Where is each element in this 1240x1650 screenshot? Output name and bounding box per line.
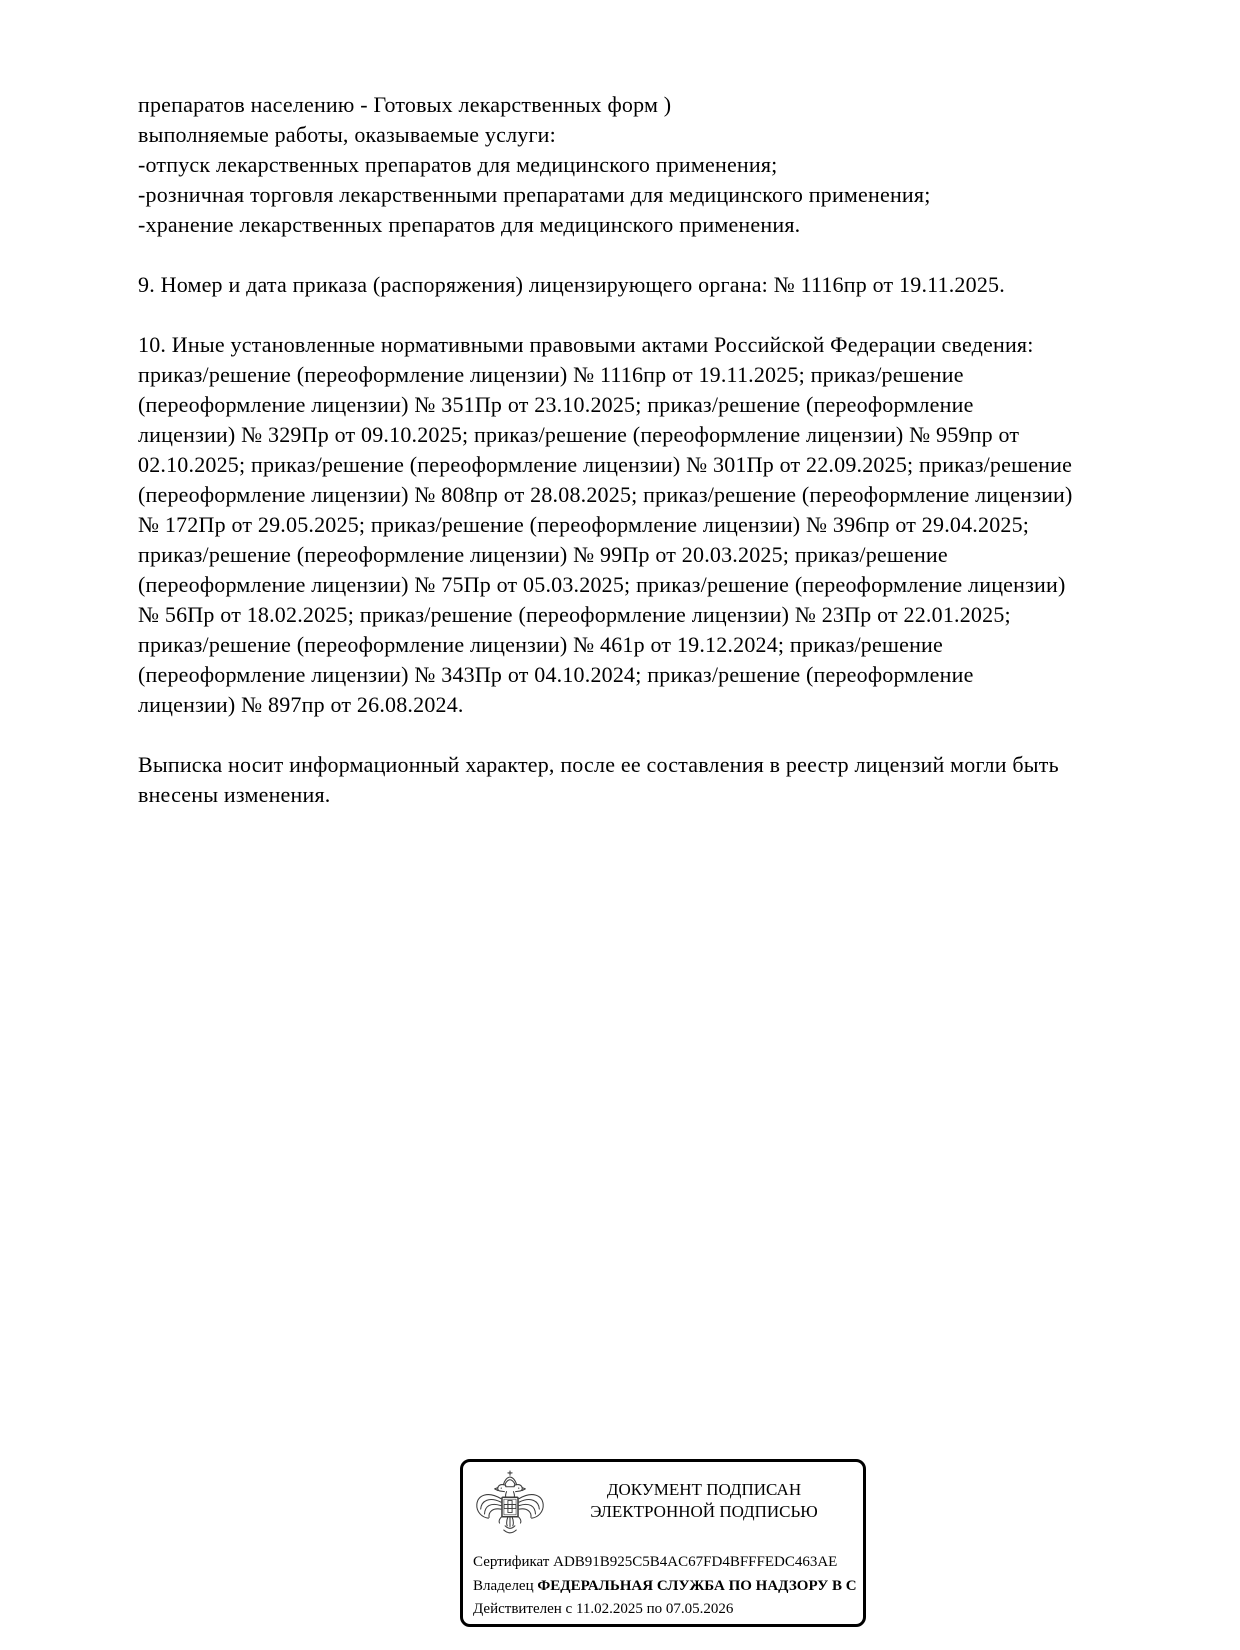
stamp-title [545,1479,863,1523]
text-line: № 56Пр от 18.02.2025; приказ/решение (переоформление лицензии) № 23Пр от 22.01.2025; [138,602,1011,627]
text-line: (переоформление лицензии) № 75Пр от 05.03.2025; приказ/решение (переоформление лицензии) [138,572,1066,597]
text-line: выполняемые работы, оказываемые услуги: [138,122,556,147]
certificate-value: ADB91B925C5B4AC67FD4BFFFEDC463AE [553,1554,838,1570]
text-line: лицензии) № 897пр от 26.08.2024. [138,692,464,717]
text-line: (переоформление лицензии) № 808пр от 28.08.2025; приказ/решение (переоформление лицензии) [138,482,1073,507]
stamp-title-line2: ЭЛЕКТРОННОЙ ПОДПИСЬЮ [590,1502,818,1521]
owner-value: ФЕДЕРАЛЬНАЯ СЛУЖБА ПО НАДЗОРУ В С [537,1577,857,1594]
text-line: Выписка носит информационный характер, после ее составления в реестр лицензий могли быть [138,752,1059,777]
owner-label: Владелец [473,1577,538,1594]
text-line: приказ/решение (переоформление лицензии) № 461р от 19.12.2024; приказ/решение [138,632,943,657]
text-line: приказ/решение (переоформление лицензии) № 99Пр от 20.03.2025; приказ/решение [138,542,948,567]
text-line: № 172Пр от 29.05.2025; приказ/решение (переоформление лицензии) № 396пр от 29.04.2025; [138,512,1030,537]
text-line: -отпуск лекарственных препаратов для медицинского применения; [138,152,778,177]
text-line: -розничная торговля лекарственными препаратами для медицинского применения; [138,182,931,207]
owner-line [473,1575,863,1599]
text-line: 10. Иные установленные нормативными правовыми актами Российской Федерации сведения: [138,332,1034,357]
paragraph-disclaimer [138,750,1208,810]
text-line: -хранение лекарственных препаратов для медицинского применения. [138,212,801,237]
order-number-line: 9. Номер и дата приказа (распоряжения) лицензирующего органа: № 1116пр от 19.11.2025. [138,272,1005,297]
text-line: 02.10.2025; приказ/решение (переоформление лицензии) № 301Пр от 22.09.2025; приказ/решение [138,452,1073,477]
paragraph-item10-other-info [138,330,1208,720]
text-line: (переоформление лицензии) № 351Пр от 23.10.2025; приказ/решение (переоформление [138,392,974,417]
certificate-line [473,1551,863,1575]
text-line: лицензии) № 329Пр от 09.10.2025; приказ/решение (переоформление лицензии) № 959пр от [138,422,1020,447]
paragraph-works-services [138,90,1208,240]
paragraph-item9 [138,270,1208,300]
text-line: внесены изменения. [138,782,331,807]
double-headed-eagle-icon [475,1470,545,1544]
validity-line: Действителен с 11.02.2025 по 07.05.2026 [473,1601,734,1617]
certificate-label: Сертификат [473,1554,554,1570]
stamp-title-line1: ДОКУМЕНТ ПОДПИСАН [606,1480,802,1499]
signature-stamp [460,1459,866,1627]
document-text [138,90,1208,810]
text-line: приказ/решение (переоформление лицензии) № 1116пр от 19.11.2025; приказ/решение [138,362,964,387]
text-line: (переоформление лицензии) № 343Пр от 04.10.2024; приказ/решение (переоформление [138,662,974,687]
stamp-header [463,1462,863,1544]
stamp-details [473,1551,863,1622]
text-line: препаратов населению - Готовых лекарственных форм ) [138,92,672,117]
